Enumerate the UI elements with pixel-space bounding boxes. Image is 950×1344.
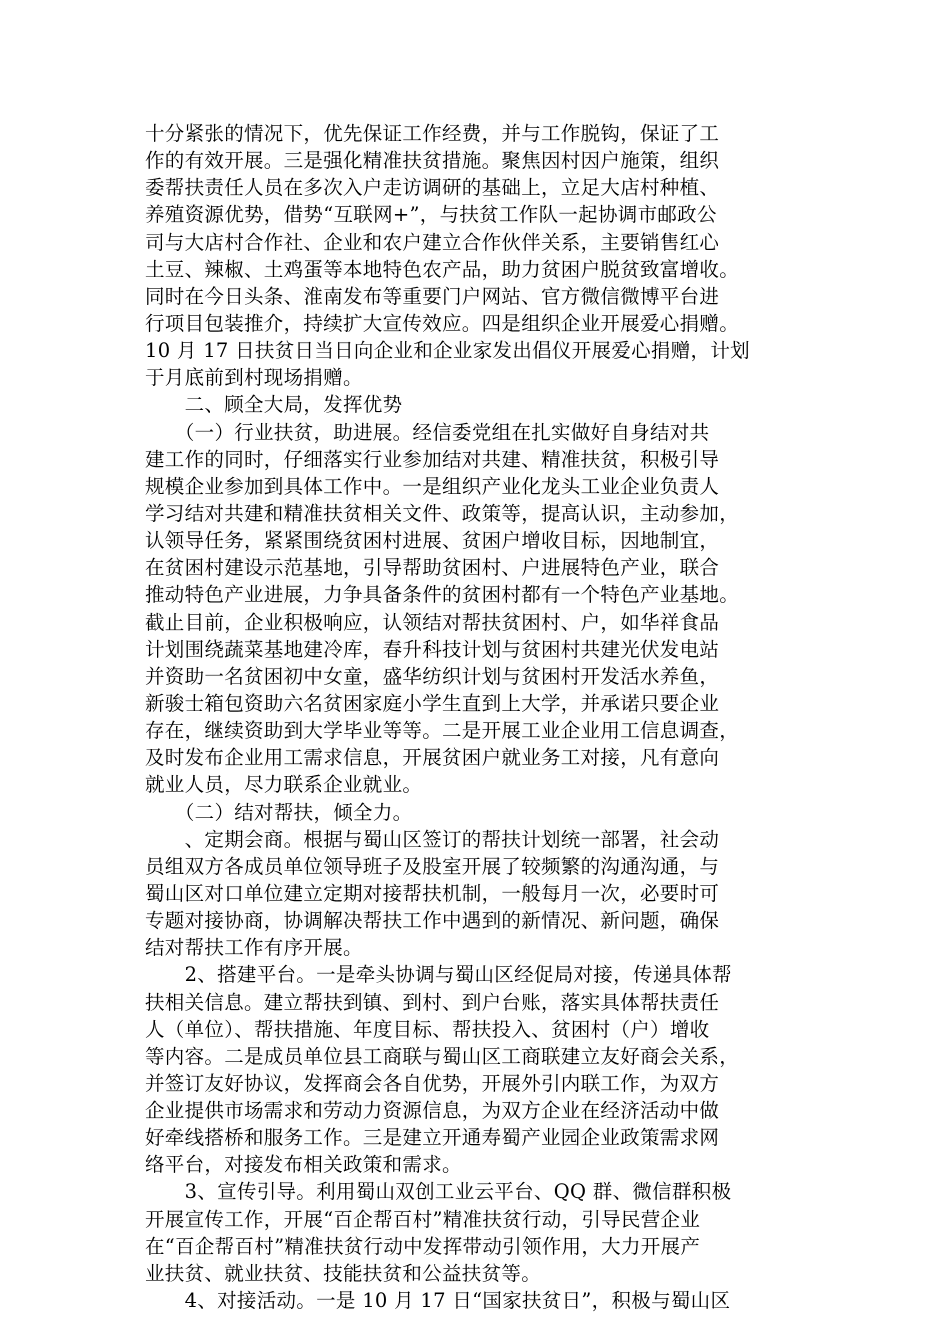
text-line: 并签订友好协议，发挥商会各自优势，开展外引内联工作，为双方 (145, 1071, 720, 1095)
text-line: 学习结对共建和精准扶贫相关文件、政策等，提高认识，主动参加， (145, 501, 740, 525)
text-line: 蜀山区对口单位建立定期对接帮扶机制，一般每月一次，必要时可 (145, 881, 720, 905)
text-line: 于月底前到村现场捐赠。 (145, 366, 363, 390)
text-line: 存在，继续资助到大学毕业等等。二是开展工业企业用工信息调查， (145, 719, 740, 743)
text-line: 十分紧张的情况下，优先保证工作经费，并与工作脱钩，保证了工 (145, 122, 720, 145)
text-line: 委帮扶责任人员在多次入户走访调研的基础上，立足大店村种植、 (145, 176, 720, 200)
text-line: 在“百企帮百村”精准扶贫行动中发挥带动引领作用，大力开展产 (145, 1234, 701, 1258)
text-line: 行项目包装推介，持续扩大宣传效应。四是组织企业开展爱心捐赠。 (145, 311, 740, 335)
text-line: 土豆、辣椒、土鸡蛋等本地特色农产品，助力贫困户脱贫致富增收。 (145, 257, 740, 281)
text-line: 及时发布企业用工需求信息，开展贫困户就业务工对接，凡有意向 (145, 746, 720, 770)
text-line: 2、搭建平台。一是牵头协调与蜀山区经促局对接，传递具体帮 (145, 963, 732, 987)
text-line: 推动特色产业进展，力争具备条件的贫困村都有一个特色产业基地。 (145, 583, 740, 607)
text-line: 建工作的同时，仔细落实行业参加结对共建、精准扶贫，积极引导 (145, 447, 720, 471)
text-line: 并资助一名贫困初中女童，盛华纺织计划与贫困村开发活水养鱼， (145, 664, 720, 688)
text-line: 、定期会商。根据与蜀山区签订的帮扶计划统一部署，社会动 (145, 827, 720, 851)
text-line: 同时在今日头条、淮南发布等重要门户网站、官方微信微博平台进 (145, 284, 720, 308)
text-line: 等内容。二是成员单位县工商联与蜀山区工商联建立友好商会关系， (145, 1044, 740, 1068)
text-line: 开展宣传工作，开展“百企帮百村”精准扶贫行动，引导民营企业 (145, 1207, 701, 1231)
text-line: 员组双方各成员单位领导班子及股室开展了较频繁的沟通沟通，与 (145, 854, 720, 878)
text-line: 结对帮扶工作有序开展。 (145, 936, 363, 960)
text-line: 专题对接协商，协调解决帮扶工作中遇到的新情况、新问题，确保 (145, 909, 720, 933)
text-line: 就业人员，尽力联系企业就业。 (145, 773, 423, 797)
text-line: 络平台，对接发布相关政策和需求。 (145, 1153, 462, 1177)
text-line: 在贫困村建设示范基地，引导帮助贫困村、户进展特色产业，联合 (145, 556, 720, 580)
text-line: 业扶贫、就业扶贫、技能扶贫和公益扶贫等。 (145, 1261, 542, 1285)
text-line: 好牵线搭桥和服务工作。三是建立开通寿蜀产业园企业政策需求网 (145, 1126, 720, 1150)
text-line: 司与大店村合作社、企业和农户建立合作伙伴关系，主要销售红心 (145, 230, 720, 254)
text-line: 规模企业参加到具体工作中。一是组织产业化龙头工业企业负责人 (145, 474, 720, 498)
text-line: 作的有效开展。三是强化精准扶贫措施。聚焦因村因户施策，组织 (145, 149, 720, 173)
text-line: 二、顾全大局，发挥优势 (145, 393, 403, 417)
text-line: （二）结对帮扶，倾全力。 (145, 800, 413, 824)
text-line: 计划围绕蔬菜基地建冷库，春升科技计划与贫困村共建光伏发电站 (145, 637, 720, 661)
text-line: 扶相关信息。建立帮扶到镇、到村、到户台账，落实具体帮扶责任 (145, 990, 720, 1014)
text-line: 人（单位）、帮扶措施、年度目标、帮扶投入、贫困村（户）增收 (145, 1017, 710, 1041)
text-line: （一）行业扶贫，助进展。经信委党组在扎实做好自身结对共 (145, 420, 710, 444)
text-line: 养殖资源优势，借势“互联网+”，与扶贫工作队一起协调市邮政公 (145, 203, 717, 227)
text-line: 认领导任务，紧紧围绕贫困村进展、贫困户增收目标，因地制宜， (145, 529, 720, 553)
text-line: 企业提供市场需求和劳动力资源信息，为双方企业在经济活动中做 (145, 1099, 720, 1123)
text-line: 4、对接活动。一是 10 月 17 日“国家扶贫日”，积极与蜀山区 (145, 1289, 731, 1313)
body-text (145, 120, 835, 1314)
text-line: 新骏士箱包资助六名贫困家庭小学生直到上大学，并承诺只要企业 (145, 691, 720, 715)
text-line: 10 月 17 日扶贫日当日向企业和企业家发出倡仪开展爱心捐赠，计划 (145, 339, 750, 363)
text-line: 截止目前，企业积极响应，认领结对帮扶贫困村、户，如华祥食品 (145, 610, 720, 634)
text-line: 3、宣传引导。利用蜀山双创工业云平台、QQ 群、微信群积极 (145, 1180, 732, 1204)
